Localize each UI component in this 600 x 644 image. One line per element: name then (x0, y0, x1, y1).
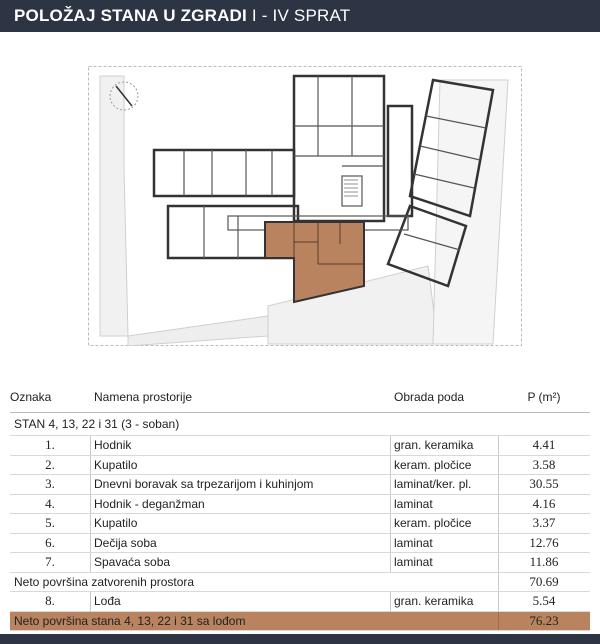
neto-closed-label: Neto površina zatvorenih prostora (14, 574, 195, 589)
room-area: 4.16 (532, 495, 556, 511)
room-table (10, 382, 590, 631)
room-area: 4.41 (532, 437, 556, 452)
room-name: Dečija soba (94, 535, 157, 550)
room-number: 1. (45, 437, 55, 452)
col-povrsina: P (m²) (527, 390, 561, 404)
room-name: Dnevni boravak sa trpezarijom i kuhinjom (94, 477, 314, 491)
col-oznaka: Oznaka (10, 390, 52, 404)
table-row (10, 495, 590, 515)
room-floor: laminat (394, 555, 433, 569)
room-floor: keram. pločice (394, 457, 472, 472)
room-floor: laminat (394, 535, 433, 550)
header-title: POLOŽAJ STANA U ZGRADI (14, 6, 247, 25)
floor-plan (88, 66, 522, 346)
room-area: 12.76 (529, 534, 559, 550)
table-row (10, 436, 590, 456)
room-floor: gran. keramika (394, 438, 474, 452)
room-area: 3.37 (532, 515, 556, 530)
room-number: 2. (45, 456, 55, 472)
room-name: Kupatilo (94, 516, 138, 530)
table-row (10, 475, 590, 495)
total-row (10, 612, 590, 632)
room-number: 6. (45, 534, 55, 550)
room-area: 30.55 (529, 476, 559, 491)
room-floor: keram. pločice (394, 516, 472, 530)
room-name: Kupatilo (94, 457, 138, 472)
room-number: 5. (45, 515, 55, 530)
room-name: Lođa (94, 594, 121, 608)
room-number: 3. (45, 476, 55, 491)
room-name: Hodnik (94, 438, 132, 452)
header-subtitle: I - IV SPRAT (251, 6, 351, 25)
neto-closed-row (10, 573, 590, 593)
col-obrada: Obrada poda (394, 390, 465, 404)
table-row (10, 553, 590, 573)
apartment-label: STAN 4, 13, 22 i 31 (3 - soban) (14, 417, 180, 431)
total-label: Neto površina stana 4, 13, 22 i 31 sa lođom (14, 613, 246, 628)
table-row (10, 456, 590, 476)
room-floor: laminat (394, 496, 433, 511)
room-number: 8. (45, 593, 55, 608)
room-name: Hodnik - deganžman (94, 496, 205, 511)
total-value: 76.23 (529, 612, 559, 628)
col-namena: Namena prostorije (94, 390, 193, 404)
room-number: 7. (45, 554, 55, 569)
apartment-label-row (10, 413, 590, 436)
room-number: 4. (45, 495, 55, 511)
room-floor: gran. keramika (394, 594, 474, 608)
table-row (10, 592, 590, 612)
room-area: 11.86 (529, 554, 559, 569)
table-header (10, 382, 590, 413)
neto-closed-value: 70.69 (529, 573, 559, 589)
room-area: 5.54 (532, 593, 556, 608)
room-area: 3.58 (532, 456, 556, 472)
table-row (10, 514, 590, 534)
footer-bar (0, 634, 600, 644)
room-name: Spavaća soba (94, 555, 171, 569)
page-header (0, 0, 600, 32)
room-floor: laminat/ker. pl. (394, 477, 472, 491)
table-row (10, 534, 590, 554)
